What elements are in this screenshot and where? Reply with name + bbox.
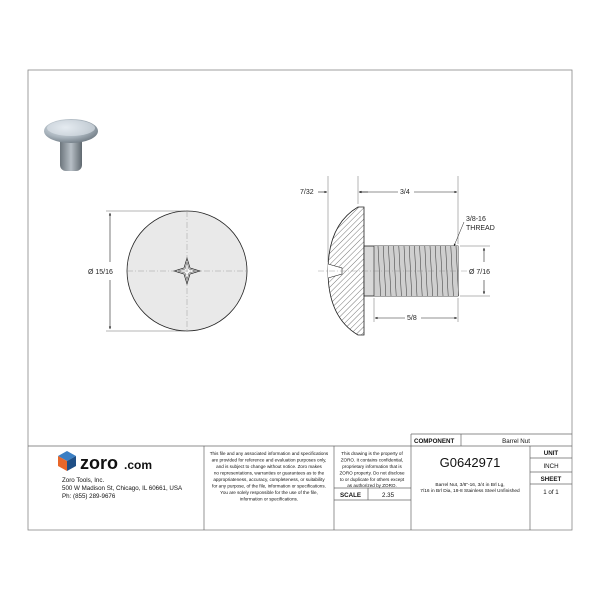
property-line: ZORO property. Do not disclose <box>339 470 405 476</box>
company-name: Zoro Tools, Inc. <box>62 477 105 484</box>
sheet-label: SHEET <box>540 476 562 483</box>
logo-brand: zoro <box>80 453 118 473</box>
thread-length-label: 5/8 <box>407 315 417 322</box>
disclaimer-line: appropriateness, accuracy, completeness, or suitability <box>213 477 325 482</box>
logo-suffix: .com <box>124 458 153 472</box>
description-line: Barrel Nut, 3/8"-16, 3/4 in Brl Lg, <box>435 483 505 488</box>
disclaimer-line: for any purpose, of the file, information or specifications. <box>212 483 326 489</box>
body-diameter-label: Ø 7/16 <box>469 269 491 276</box>
length-label: 3/4 <box>400 189 410 196</box>
scale-value: 2.35 <box>382 492 395 499</box>
head-diameter-label: Ø 15/16 <box>88 269 113 276</box>
disclaimer-line: and is subject to change without notice. Zoro makes <box>216 464 322 469</box>
property-line: proprietary information that is <box>342 464 402 469</box>
company-phone: Ph: (855) 289-9676 <box>62 493 116 500</box>
disclaimer-text <box>210 451 329 502</box>
company-address: 500 W Madison St, Chicago, IL 60661, USA <box>62 485 183 492</box>
scale-label: SCALE <box>340 492 361 499</box>
property-line: to or duplicate for others except <box>339 477 405 482</box>
disclaimer-line: no representations, warranties or guarantees as to the <box>213 470 325 476</box>
component-label: COMPONENT <box>414 438 455 445</box>
unit-value: INCH <box>543 463 559 470</box>
part-number: G0642971 <box>439 455 501 470</box>
thread-callout-line1: 3/8-16 <box>466 216 486 223</box>
property-line: This drawing is the property of <box>341 451 403 456</box>
disclaimer-line: are provided for reference and evaluation purposes only, <box>211 457 327 463</box>
head-height-label: 7/32 <box>300 189 314 196</box>
unit-label: UNIT <box>543 450 559 457</box>
disclaimer-line: You are solely responsible for the use of the file, <box>220 490 318 495</box>
description-line: 7/16 in Brl Dia, 18-8 Stainless Steel Unfinished <box>420 489 520 494</box>
thread-callout-line2: THREAD <box>466 225 495 232</box>
sheet-value: 1 of 1 <box>543 489 559 496</box>
property-line: as authorized by ZORO. <box>347 483 397 488</box>
component-value: Barrel Nut <box>502 438 530 445</box>
disclaimer-line: This file and any associated information and specifications <box>209 451 329 456</box>
property-line: ZORO. It contains confidential, <box>340 457 404 463</box>
disclaimer-line: information or specifications. <box>239 496 299 502</box>
